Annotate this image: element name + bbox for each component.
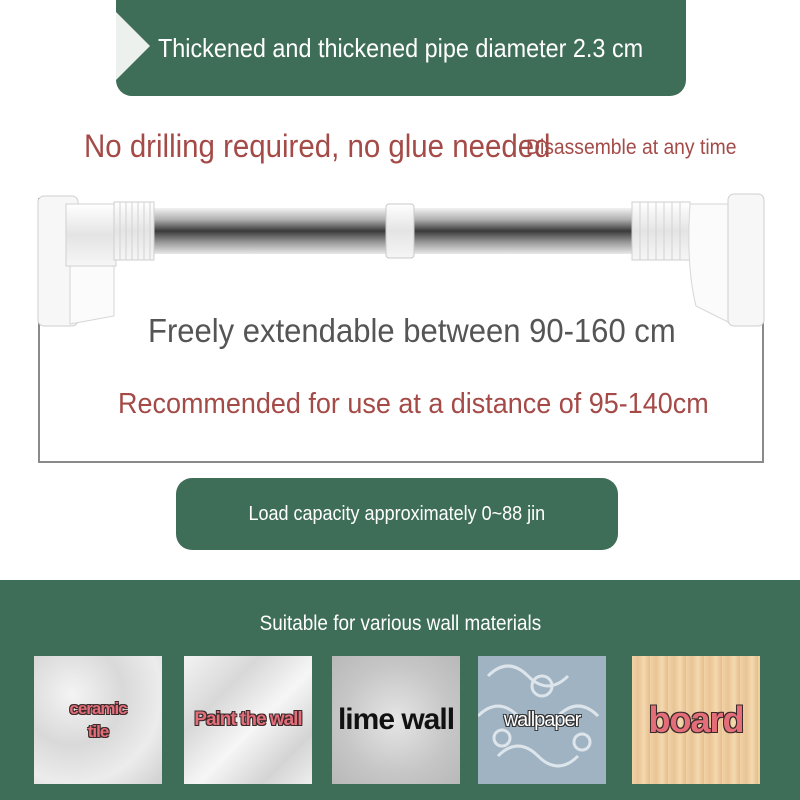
wall-materials-title: Suitable for various wall materials	[259, 612, 541, 635]
extendable-range-text: Freely extendable between 90-160 cm	[148, 312, 676, 349]
banner-arrow-decoration	[116, 12, 150, 80]
material-label: Paint the wall	[194, 709, 302, 730]
material-label: lime wall	[337, 703, 455, 736]
disassemble-text: Disassemble at any time	[526, 136, 737, 159]
material-label: ceramic tile	[69, 699, 127, 741]
recommended-distance-text: Recommended for use at a distance of 95-140cm	[118, 388, 709, 420]
material-tile-paint	[184, 656, 312, 784]
material-label: board	[648, 699, 744, 740]
wall-materials-section	[0, 580, 800, 800]
material-tile-lime	[332, 656, 460, 784]
pipe-diameter-text: Thickened and thickened pipe diameter 2.3 cm	[158, 32, 644, 63]
material-label: wallpaper	[503, 708, 581, 731]
top-banner	[116, 0, 686, 96]
load-capacity-banner	[176, 478, 618, 550]
material-tile-board	[632, 656, 760, 784]
no-drilling-text: No drilling required, no glue needed	[84, 128, 551, 164]
material-tile-wallpaper	[478, 656, 606, 784]
load-capacity-text: Load capacity approximately 0~88 jin	[248, 502, 546, 525]
material-tile-ceramic	[34, 656, 162, 784]
